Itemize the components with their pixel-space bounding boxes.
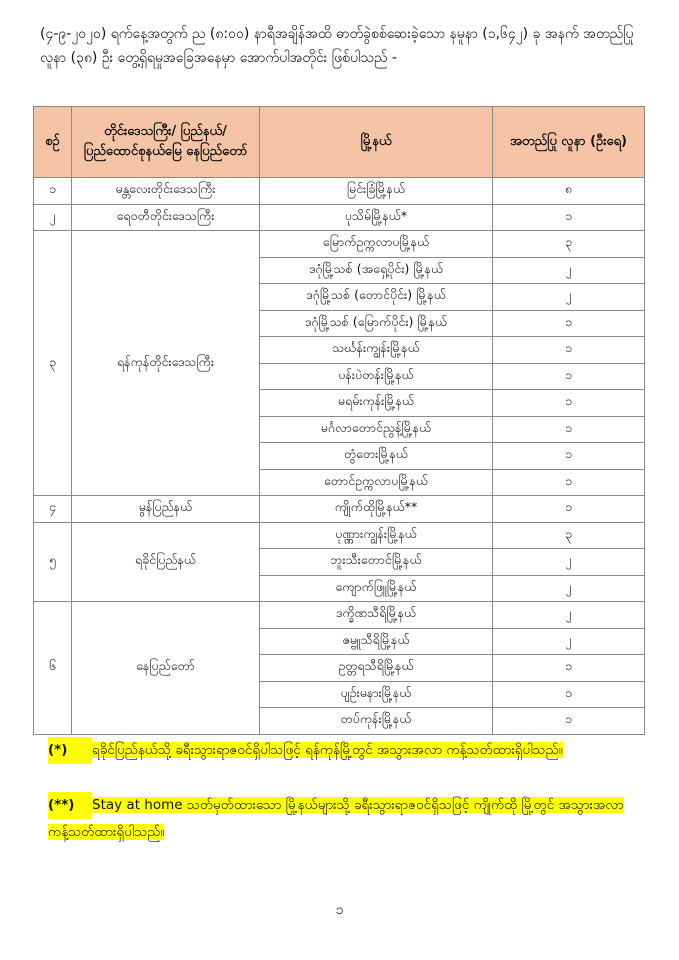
count-cell: ၁ xyxy=(493,337,645,364)
row-number-cell: ၄ xyxy=(34,496,72,523)
township-cell: မရမ်းကုန်းမြို့နယ် xyxy=(260,390,493,417)
row-number-cell: ၅ xyxy=(34,522,72,602)
row-number-cell: ၂ xyxy=(34,204,72,231)
township-cell: ဘူးသီးတောင်မြို့နယ် xyxy=(260,549,493,576)
count-cell: ၁ xyxy=(493,469,645,496)
count-cell: ၁ xyxy=(493,363,645,390)
table-header-row xyxy=(34,107,645,178)
table-body xyxy=(34,178,645,735)
count-cell: ၂ xyxy=(493,549,645,576)
count-cell: ၁ xyxy=(493,708,645,735)
page-number: ၁ xyxy=(335,902,344,918)
row-number-cell: ၆ xyxy=(34,602,72,735)
region-cell: နေပြည်တော် xyxy=(72,602,260,735)
count-cell: ၈ xyxy=(493,178,645,205)
table-row xyxy=(34,178,645,205)
township-cell: ပုသိမ်မြို့နယ်* xyxy=(260,204,493,231)
township-cell: ဒက္ခိဏသီရိမြို့နယ် xyxy=(260,602,493,629)
footnote-2-text: Stay at home သတ်မှတ်ထားသော မြို့နယ်များသို့ ခရီးသွားရာဇဝင်ရှိသဖြင့် ကျိုက်ထို မြို့တွင် အသွားအလာကန့်သတ်ထားရှိပါသည်။ xyxy=(48,797,624,840)
table-row xyxy=(34,204,645,231)
count-cell: ၁ xyxy=(493,390,645,417)
header-count: အတည်ပြု လူနာ (ဦးရေ) xyxy=(493,107,645,178)
table-row xyxy=(34,522,645,549)
township-cell: ပုဏ္ဏားကျွန်းမြို့နယ် xyxy=(260,522,493,549)
township-cell: ပျဉ်းမနားမြို့နယ် xyxy=(260,681,493,708)
count-cell: ၁ xyxy=(493,655,645,682)
count-cell: ၂ xyxy=(493,257,645,284)
intro-paragraph: (၄-၉-၂၀၂၀) ရက်နေ့အတွက် ည (၈:၀၀) နာရီအချိန်အထိ ဓာတ်ခွဲစစ်ဆေးခဲ့သော နမူနာ (၁,၆၄၂) ခု အနက် အတည်ပြုလူနာ (၃၈) ဦး တွေ့ရှိရမှုအခြေအနေမှာ အောက်ပါအတိုင်း ဖြစ်ပါသည် - xyxy=(40,26,634,66)
count-cell: ၂ xyxy=(493,575,645,602)
header-township: မြို့နယ် xyxy=(260,107,493,178)
footnote-2-mark: (**) xyxy=(48,792,92,819)
count-cell: ၁ xyxy=(493,681,645,708)
township-cell: မြောက်ဥက္ကလာပမြို့နယ် xyxy=(260,231,493,258)
count-cell: ၁ xyxy=(493,204,645,231)
region-cell: ရန်ကုန်တိုင်းဒေသကြီး xyxy=(72,231,260,496)
township-cell: သင်္ဃန်းကျွန်းမြို့နယ် xyxy=(260,337,493,364)
table-row xyxy=(34,231,645,258)
region-cell: မွန်ပြည်နယ် xyxy=(72,496,260,523)
count-cell: ၃ xyxy=(493,522,645,549)
count-cell: ၃ xyxy=(493,231,645,258)
table-row xyxy=(34,496,645,523)
township-cell: ဒဂုံမြို့သစ် (တောင်ပိုင်း) မြို့နယ် xyxy=(260,284,493,311)
count-cell: ၁ xyxy=(493,310,645,337)
count-cell: ၂ xyxy=(493,628,645,655)
township-cell: မြင်းခြံမြို့နယ် xyxy=(260,178,493,205)
header-region: တိုင်းဒေသကြီး/ ပြည်နယ်/ ပြည်ထောင်စုနယ်မြေ နေပြည်တော် xyxy=(72,107,260,178)
township-cell: တပ်ကုန်းမြို့နယ် xyxy=(260,708,493,735)
region-cell: မန္တလေးတိုင်းဒေသကြီး xyxy=(72,178,260,205)
header-no: စဉ် xyxy=(34,107,72,178)
row-number-cell: ၁ xyxy=(34,178,72,205)
count-cell: ၂ xyxy=(493,602,645,629)
row-number-cell: ၃ xyxy=(34,231,72,496)
township-cell: ဥတ္တရသီရိမြို့နယ် xyxy=(260,655,493,682)
township-cell: ဒဂုံမြို့သစ် (အရှေ့ပိုင်း) မြို့နယ် xyxy=(260,257,493,284)
township-cell: တွံတေးမြို့နယ် xyxy=(260,443,493,470)
footnote-2 xyxy=(48,792,638,846)
count-cell: ၁ xyxy=(493,416,645,443)
township-cell: ကျိုက်ထိုမြို့နယ်** xyxy=(260,496,493,523)
cases-table xyxy=(33,106,645,735)
count-cell: ၂ xyxy=(493,284,645,311)
township-cell: ဒဂုံမြို့သစ် (မြောက်ပိုင်း) မြို့နယ် xyxy=(260,310,493,337)
township-cell: ပန်းပဲတန်းမြို့နယ် xyxy=(260,363,493,390)
township-cell: ဇမ္ဗူသီရိမြို့နယ် xyxy=(260,628,493,655)
footnote-1-mark: (*) xyxy=(48,737,92,764)
region-cell: ရေဝတီတိုင်းဒေသကြီး xyxy=(72,204,260,231)
footnote-1 xyxy=(48,737,638,764)
count-cell: ၁ xyxy=(493,496,645,523)
township-cell: ကျောက်ဖြူမြို့နယ် xyxy=(260,575,493,602)
table-row xyxy=(34,602,645,629)
region-cell: ရခိုင်ပြည်နယ် xyxy=(72,522,260,602)
township-cell: တောင်ဥက္ကလာပမြို့နယ် xyxy=(260,469,493,496)
footnote-1-text: ရခိုင်ပြည်နယ်သို့ ခရီးသွားရာဇဝင်ရှိပါသဖြင့် ရန်ကုန်မြို့တွင် အသွားအလာ ကန့်သတ်ထားရှိပါသည်။ xyxy=(92,742,563,758)
township-cell: မင်္ဂလာတောင်ညွန့်မြို့နယ် xyxy=(260,416,493,443)
count-cell: ၁ xyxy=(493,443,645,470)
